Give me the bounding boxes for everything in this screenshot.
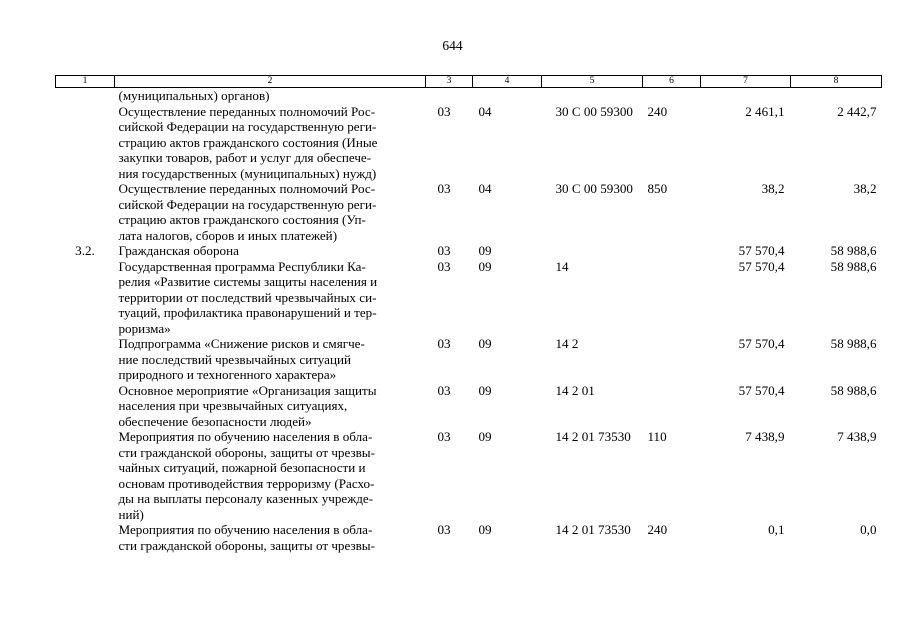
- section-code: 03: [437, 103, 451, 119]
- table-row: [56, 383, 882, 430]
- expenditure-name-line: Основное мероприятие «Организация защиты: [118, 382, 377, 398]
- expenditure-name-line: территории от последствий чрезвычайных си-: [118, 289, 377, 305]
- target-article-code: 14 2 01 73530: [555, 522, 631, 537]
- amount-year-2: 7 438,9: [837, 429, 877, 444]
- expense-type-code: [643, 243, 701, 259]
- table-row: [56, 243, 882, 259]
- expenditure-name: [115, 522, 426, 553]
- section-code: 03: [437, 258, 451, 274]
- amount-year-2: 58 988,6: [830, 258, 877, 274]
- target-article-code: 14: [555, 258, 569, 274]
- target-article-code: 14 2 01 73530: [555, 429, 631, 444]
- row-number: 3.2.: [75, 243, 95, 258]
- table-row: [56, 104, 882, 182]
- expenditure-name: [115, 259, 426, 337]
- header-col-6: 6: [643, 76, 701, 88]
- expenditure-name-line: сийской Федерации на государственную реги-: [118, 119, 377, 134]
- expenditure-name: [115, 181, 426, 243]
- expenditure-name-line: лата налогов, сборов и иных платежей): [118, 227, 338, 243]
- expenditure-name-line: природного и техногенного характера»: [118, 367, 337, 382]
- expense-type-code: 850: [647, 181, 668, 196]
- target-article-code: 14 2: [555, 336, 579, 351]
- amount-year-2: 2 442,7: [837, 103, 877, 119]
- row-number: [56, 336, 115, 383]
- amount-year-1: 57 570,4: [738, 336, 785, 351]
- expenditure-name-line: закупки товаров, работ и услуг для обеспече-: [118, 150, 372, 165]
- expenditure-name-line: Подпрограмма «Снижение рисков и смягче-: [118, 336, 365, 351]
- expense-type-code: [643, 383, 701, 430]
- budget-table: [55, 75, 882, 553]
- row-number: [56, 259, 115, 337]
- target-article-code: 30 С 00 59300: [555, 181, 633, 196]
- expenditure-name-line: Гражданская оборона: [118, 243, 239, 258]
- row-number: [56, 522, 115, 553]
- target-article-code: [542, 243, 643, 259]
- table-body: [56, 88, 882, 554]
- expenditure-name-line: релия «Развитие системы защиты населения и: [118, 274, 378, 289]
- expenditure-name-line: обеспечение безопасности людей»: [118, 413, 312, 429]
- table-row: [56, 429, 882, 522]
- expenditure-name: [115, 336, 426, 383]
- subsection-code: [473, 88, 542, 104]
- expenditure-name: [115, 104, 426, 182]
- header-col-2: 2: [115, 76, 426, 88]
- table-row: [56, 259, 882, 337]
- page-number: 644: [442, 38, 463, 53]
- amount-year-1: 57 570,4: [738, 382, 785, 398]
- row-number: [56, 383, 115, 430]
- amount-year-2: [791, 88, 882, 104]
- amount-year-1: 2 461,1: [745, 103, 785, 119]
- expense-type-code: [643, 336, 701, 383]
- expenditure-name-line: сийской Федерации на государственную реги-: [118, 196, 377, 212]
- expenditure-name-line: роризма»: [118, 320, 171, 336]
- expenditure-name-line: страцию актов гражданского состояния (Иные: [118, 134, 378, 150]
- section-code: 03: [437, 181, 451, 196]
- expenditure-name-line: ния государственных (муниципальных) нужд): [118, 165, 377, 181]
- expenditure-name: [115, 243, 426, 259]
- target-article-code: 14 2 01: [555, 382, 595, 398]
- amount-year-2: 58 988,6: [830, 243, 877, 258]
- row-number: [56, 429, 115, 522]
- expenditure-name-line: основам противодействия терроризму (Расхо-: [118, 475, 375, 491]
- expense-type-code: [643, 88, 701, 104]
- row-number: [56, 181, 115, 243]
- amount-year-2: 58 988,6: [830, 382, 877, 398]
- target-article-code: [542, 88, 643, 104]
- expenditure-name-line: Мероприятия по обучению населения в обла-: [118, 522, 373, 537]
- amount-year-1: 7 438,9: [745, 429, 785, 444]
- amount-year-1: 0,1: [768, 522, 785, 537]
- header-col-5: 5: [542, 76, 643, 88]
- amount-year-1: 57 570,4: [738, 243, 785, 258]
- header-col-8: 8: [791, 76, 882, 88]
- header-col-7: 7: [701, 76, 791, 88]
- subsection-code: 04: [478, 103, 492, 119]
- expense-type-code: 110: [647, 429, 667, 444]
- section-code: 03: [437, 522, 451, 537]
- subsection-code: 09: [478, 429, 492, 444]
- expenditure-name-line: населения при чрезвычайных ситуациях,: [118, 398, 348, 413]
- expenditure-name-line: Государственная программа Республики Ка-: [118, 258, 366, 274]
- amount-year-1: 57 570,4: [738, 258, 785, 274]
- expenditure-name-line: чайных ситуаций, пожарной безопасности и: [118, 460, 366, 475]
- target-article-code: 30 С 00 59300: [555, 103, 633, 119]
- expenditure-name-line: сти гражданской обороны, защиты от чрезвы-: [118, 537, 375, 553]
- expenditure-name-line: Осуществление переданных полномочий Рос-: [118, 181, 376, 196]
- amount-year-2: 38,2: [853, 181, 877, 196]
- expenditure-name: [115, 383, 426, 430]
- section-code: 03: [437, 336, 451, 351]
- amount-year-2: 58 988,6: [830, 336, 877, 351]
- expense-type-code: 240: [647, 103, 668, 119]
- header-col-1: 1: [56, 76, 115, 88]
- expense-type-code: [643, 259, 701, 337]
- expenditure-name-line: ние последствий чрезвычайных ситуаций: [118, 351, 351, 367]
- row-number: [56, 104, 115, 182]
- subsection-code: 09: [478, 336, 492, 351]
- expense-type-code: 240: [647, 522, 668, 537]
- table-row: [56, 88, 882, 104]
- expenditure-name: [115, 429, 426, 522]
- amount-year-2: 0,0: [860, 522, 877, 537]
- section-code: [426, 88, 473, 104]
- amount-year-1: [701, 88, 791, 104]
- expenditure-name: [115, 88, 426, 104]
- header-col-3: 3: [426, 76, 473, 88]
- section-code: 03: [437, 382, 451, 398]
- expenditure-name-line: Осуществление переданных полномочий Рос-: [118, 103, 376, 119]
- header-row: [56, 76, 882, 88]
- subsection-code: 09: [478, 258, 492, 274]
- expenditure-name-line: туаций, профилактика правонарушений и тер-: [118, 305, 377, 320]
- header-col-4: 4: [473, 76, 542, 88]
- expenditure-name-line: ний): [118, 506, 144, 522]
- expenditure-name-line: страцию актов гражданского состояния (Уп-: [118, 212, 366, 227]
- subsection-code: 09: [478, 522, 492, 537]
- subsection-code: 09: [478, 243, 492, 258]
- subsection-code: 09: [478, 382, 492, 398]
- expenditure-name-line: ды на выплаты персоналу казенных учрежде-: [118, 491, 374, 506]
- table-row: [56, 181, 882, 243]
- section-code: 03: [437, 429, 451, 444]
- amount-year-1: 38,2: [761, 181, 785, 196]
- section-code: 03: [437, 243, 451, 258]
- expenditure-name-line: (муниципальных) органов): [118, 88, 270, 103]
- subsection-code: 04: [478, 181, 492, 196]
- expenditure-name-line: сти гражданской обороны, защиты от чрезвы-: [118, 444, 375, 460]
- expenditure-name-line: Мероприятия по обучению населения в обла-: [118, 429, 373, 444]
- row-number: [56, 88, 115, 104]
- table-row: [56, 522, 882, 553]
- table-row: [56, 336, 882, 383]
